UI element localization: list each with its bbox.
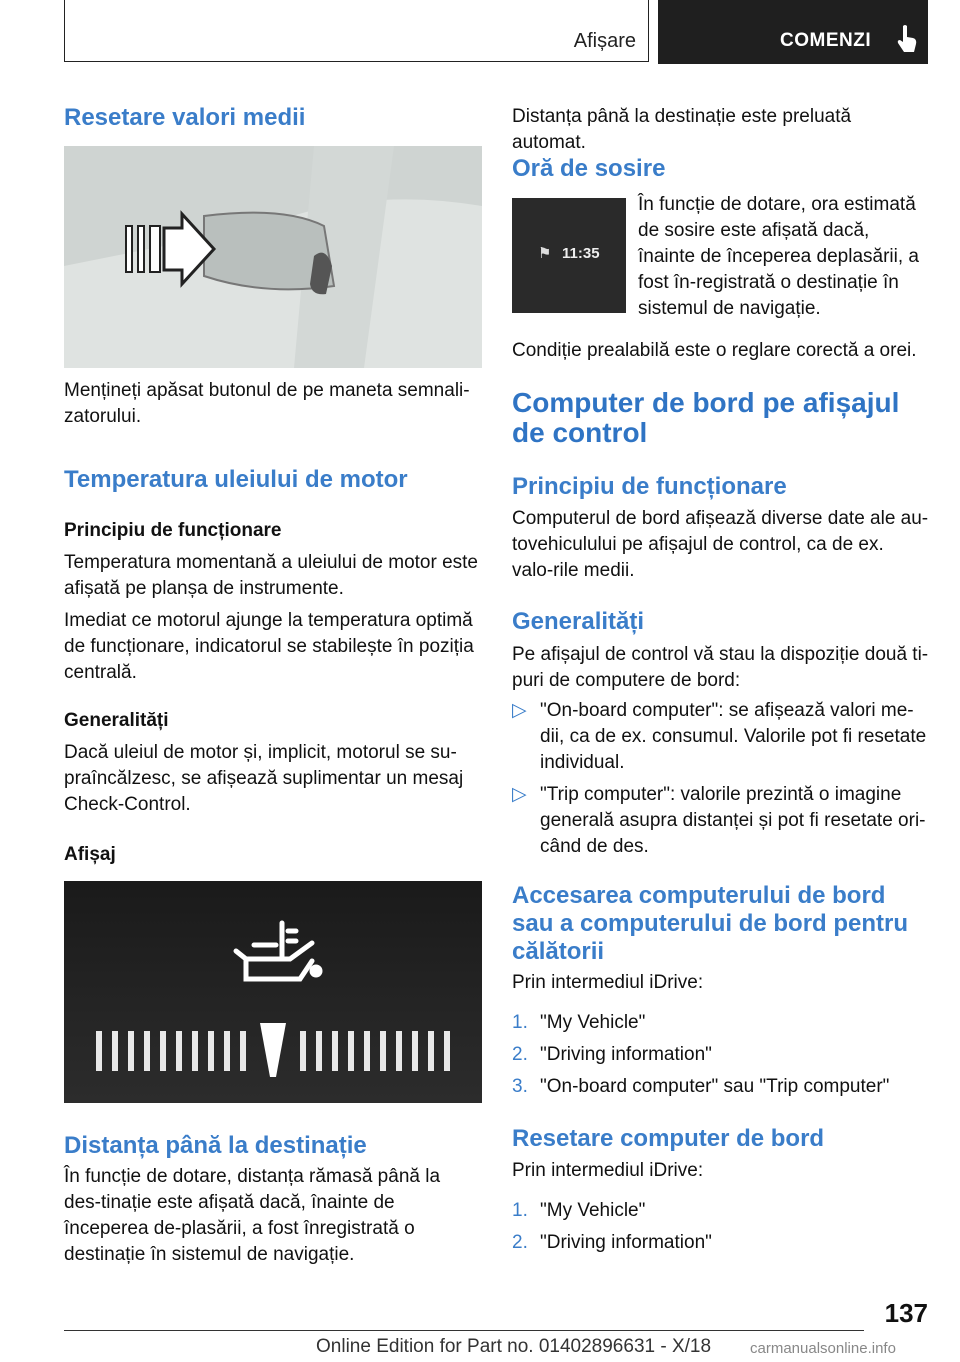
bullet-text: "Trip computer": valorile prezintă o imagine generală asupra distanței și pot fi resetate ori-când de des. bbox=[540, 784, 926, 857]
section-label: Afișare bbox=[573, 30, 636, 52]
heading-principle-right: Principiu de funcționare bbox=[512, 473, 787, 500]
arrival-time-value: 11:35 bbox=[562, 245, 600, 262]
heading-distance: Distanța până la destinație bbox=[64, 1132, 367, 1159]
heading-principle: Principiu de funcționare bbox=[64, 520, 282, 541]
idrive-text-1: Prin intermediul iDrive: bbox=[512, 972, 704, 993]
turn-signal-lever-illustration bbox=[64, 146, 482, 368]
idrive-text-2: Prin intermediul iDrive: bbox=[512, 1160, 704, 1181]
heading-oil-temperature: Temperatura uleiului de motor bbox=[64, 466, 408, 493]
step-number: 1. bbox=[512, 1200, 528, 1221]
heading-general-right: Generalități bbox=[512, 608, 645, 635]
step-text: "On-board computer" sau "Trip computer" bbox=[540, 1076, 890, 1097]
heading-onboard-computer: Computer de bord pe afișajul de control bbox=[512, 387, 900, 448]
arrival-text: În funcție de dotare, ora estimată de sosire este afișată dacă, înainte de începerea deplasării, a fost în-registrată o destinație în sistemul de navigație. bbox=[638, 194, 919, 319]
edition-text: Online Edition for Part no. 01402896631 - X/18 bbox=[316, 1336, 712, 1357]
step-number: 1. bbox=[512, 1012, 528, 1033]
distance-auto-text: Distanța până la destinație este preluată automat. bbox=[512, 106, 852, 153]
arrival-time-display bbox=[512, 198, 626, 313]
oil-text-1: Temperatura momentană a uleiului de motor este afișată pe planșa de instrumente. bbox=[64, 552, 479, 599]
general-text-right: Pe afișajul de control vă stau la dispoziție două ti-puri de computere de bord: bbox=[512, 644, 929, 691]
page-header bbox=[64, 0, 928, 64]
heading-reset-averages: Resetare valori medii bbox=[64, 104, 306, 131]
heading-reset-computer: Resetare computer de bord bbox=[512, 1125, 825, 1152]
step-text: "My Vehicle" bbox=[540, 1012, 646, 1033]
reset-instruction: Mențineți apăsat butonul de pe maneta semnali-zatorului. bbox=[64, 380, 470, 427]
step-text: "Driving information" bbox=[540, 1044, 712, 1065]
site-watermark: carmanualsonline.info bbox=[750, 1340, 896, 1357]
bullet-text: "On-board computer": se afișează valori me-dii, ca de ex. consumul. Valorile pot fi resetate individual. bbox=[540, 700, 927, 773]
chapter-tab bbox=[658, 0, 928, 64]
chapter-label: COMENZI bbox=[780, 30, 872, 51]
section-tab bbox=[64, 0, 649, 62]
step-text: "My Vehicle" bbox=[540, 1200, 646, 1221]
bullet-marker: ▷ bbox=[512, 700, 527, 721]
general-text: Dacă uleiul de motor și, implicit, motorul se su-praîncălzesc, se afișează suplimentar un mesaj Check-Control. bbox=[64, 742, 464, 815]
heading-display: Afișaj bbox=[64, 844, 116, 865]
heading-arrival-time: Oră de sosire bbox=[512, 155, 666, 182]
clock-text: Condiție prealabilă este o reglare corectă a orei. bbox=[512, 340, 917, 361]
step-text: "Driving information" bbox=[540, 1232, 712, 1253]
temperature-scale bbox=[96, 1023, 450, 1077]
step-number: 2. bbox=[512, 1232, 528, 1253]
distance-text: În funcție de dotare, distanța rămasă până la des-tinație este afișată dacă, înainte de începerea de-plasării, a fost înregistrată o destinație în sistemul de navigație. bbox=[64, 1166, 441, 1265]
footer-divider bbox=[64, 1330, 864, 1331]
flag-icon: ⚑ bbox=[538, 245, 552, 262]
step-number: 3. bbox=[512, 1076, 528, 1097]
hand-pointer-icon bbox=[896, 24, 918, 54]
page-number: 137 bbox=[884, 1298, 928, 1328]
step-number: 2. bbox=[512, 1044, 528, 1065]
oil-temperature-gauge-illustration bbox=[64, 881, 482, 1103]
principle-text: Computerul de bord afișează diverse date ale au-tovehiculului pe afișajul de control, ca de ex. valo-rile medii. bbox=[512, 508, 929, 581]
oil-text-2: Imediat ce motorul ajunge la temperatura optimă de funcționare, indicatorul se stabilește în poziția centrală. bbox=[64, 610, 474, 683]
heading-general: Generalități bbox=[64, 710, 169, 731]
heading-access-computer: Accesarea computerului de bord sau a computerului de bord pentru călătorii bbox=[512, 882, 909, 965]
bullet-marker: ▷ bbox=[512, 784, 527, 805]
